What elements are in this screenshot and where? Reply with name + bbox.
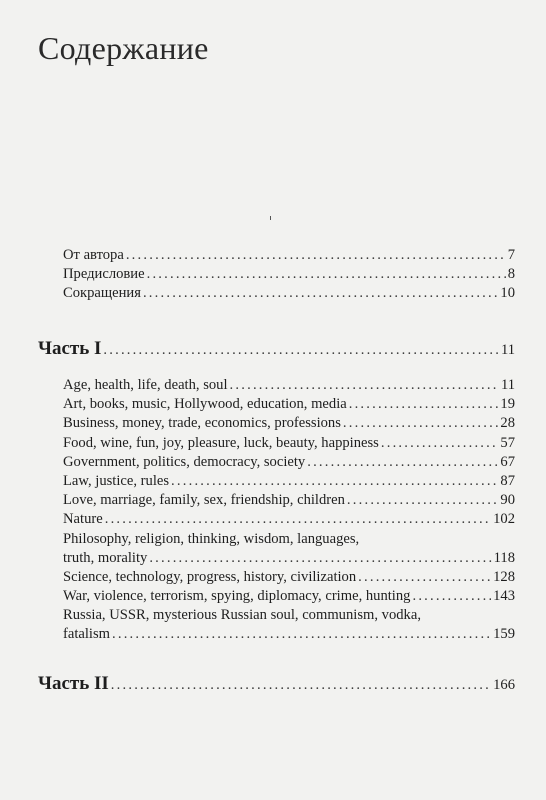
toc-entry[interactable] [63, 434, 515, 453]
page-title: Содержание [38, 30, 209, 66]
dot-leader [412, 587, 491, 606]
toc-entry-author[interactable] [63, 246, 515, 265]
part-page: 166 [493, 677, 515, 693]
toc-entry[interactable] [63, 491, 515, 510]
toc-entry-page: 159 [493, 626, 515, 643]
toc-entry-label: Law, justice, rules [63, 472, 170, 489]
dot-leader [347, 491, 498, 510]
dot-leader [105, 510, 491, 529]
dot-leader [149, 549, 491, 568]
toc-entry-label: Business, money, trade, economics, professions [63, 415, 341, 432]
toc-entry-page: 87 [500, 472, 515, 489]
toc-entry-page: 11 [500, 377, 515, 393]
toc-entry-label: War, violence, terrorism, spying, diplomacy, crime, hunting [63, 588, 411, 605]
dot-leader [349, 395, 499, 414]
toc-entry-page: 19 [500, 396, 515, 413]
toc-entry[interactable] [63, 472, 515, 491]
toc-part-2[interactable] [38, 671, 515, 697]
toc-entry[interactable] [63, 568, 515, 587]
toc-entry [63, 549, 515, 568]
toc-entry-abbreviations[interactable] [63, 284, 515, 303]
toc-entry[interactable] [63, 414, 515, 433]
toc-entry-preface[interactable] [63, 265, 515, 284]
part-label: Часть II [38, 673, 109, 694]
toc-entry-label: Nature [63, 511, 103, 528]
dot-leader [381, 434, 499, 453]
toc-entry-label: Age, health, life, death, soul [63, 377, 228, 393]
toc-entry-label: fatalism [63, 626, 111, 643]
toc-entry-label: От автора [63, 247, 124, 263]
part-page: 11 [500, 342, 515, 358]
print-mark [270, 216, 271, 220]
toc-entry-label-line1: Philosophy, religion, thinking, wisdom, languages, [63, 530, 360, 547]
toc-entry[interactable] [63, 376, 515, 395]
dot-leader [112, 625, 491, 644]
toc-entry[interactable] [63, 587, 515, 606]
toc-entry-label: Сокращения [63, 285, 141, 302]
dot-leader [111, 672, 491, 698]
dot-leader [147, 265, 506, 284]
toc-entry-label: Love, marriage, family, sex, friendship, children [63, 492, 345, 509]
toc-entry-page: 118 [493, 549, 515, 566]
part-1-entries [63, 376, 515, 645]
toc-entry-label: Science, technology, progress, history, civilization [63, 568, 357, 585]
toc-part-1[interactable] [38, 336, 515, 362]
dot-leader [126, 246, 506, 265]
toc-entry-label: Food, wine, fun, joy, pleasure, luck, beauty, happiness [63, 434, 379, 451]
toc-entry-label: Art, books, music, Hollywood, education, media [63, 396, 347, 413]
dot-leader [358, 568, 491, 587]
toc-entry-page: 102 [493, 511, 515, 528]
toc-entry-page: 28 [500, 415, 515, 432]
dot-leader [307, 453, 498, 472]
toc-entry-page: 7 [507, 247, 515, 263]
front-matter-list [63, 246, 515, 304]
dot-leader [230, 376, 499, 395]
toc-entry-page: 143 [493, 588, 515, 605]
toc-entry-page: 8 [507, 266, 515, 283]
dot-leader [143, 284, 498, 303]
toc-entry [63, 625, 515, 644]
toc-entry-label: Government, politics, democracy, society [63, 453, 306, 470]
toc-entry-page: 57 [500, 434, 515, 451]
part-label: Часть I [38, 338, 102, 359]
toc-entry[interactable] [63, 395, 515, 414]
dot-leader [103, 337, 499, 363]
toc-entry-page: 67 [500, 453, 515, 470]
toc-entry-page: 10 [500, 285, 515, 302]
toc-entry-label: Предисловие [63, 266, 145, 283]
dot-leader [171, 472, 498, 491]
toc-entry-multiline[interactable] [63, 606, 515, 644]
toc-entry-page: 90 [500, 492, 515, 509]
toc-entry[interactable] [63, 510, 515, 529]
toc-entry-label-line1: Russia, USSR, mysterious Russian soul, communism, vodka, [63, 607, 421, 624]
dot-leader [343, 414, 498, 433]
toc-entry-label: truth, morality [63, 549, 148, 566]
toc-entry[interactable] [63, 453, 515, 472]
toc-entry-page: 128 [493, 568, 515, 585]
toc-entry-multiline[interactable] [63, 530, 515, 568]
